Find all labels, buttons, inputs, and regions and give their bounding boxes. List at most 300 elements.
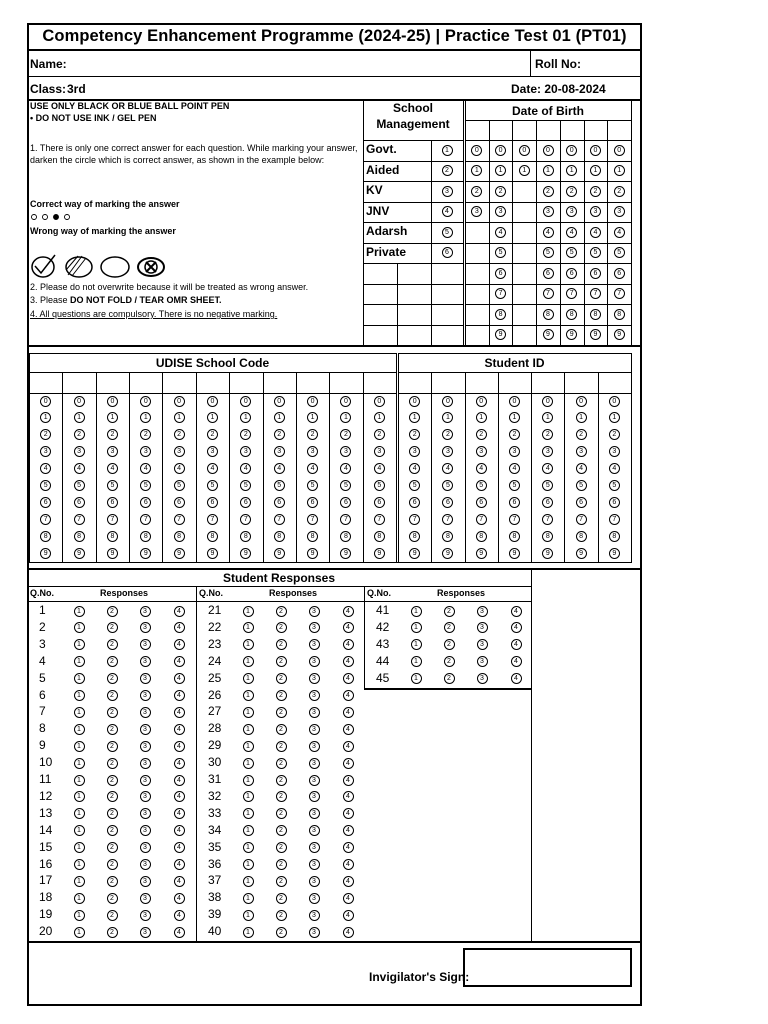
response-option-bubble[interactable]: 2 [276,724,287,735]
udise-digit-bubble[interactable]: 8 [340,531,351,542]
udise-digit-bubble[interactable]: 3 [240,446,251,457]
udise-digit-bubble[interactable]: 7 [274,514,285,525]
student-id-digit-bubble[interactable]: 7 [509,514,520,525]
udise-digit-bubble[interactable]: 9 [207,548,218,559]
student-id-digit-bubble[interactable]: 8 [476,531,487,542]
udise-digit-bubble[interactable]: 2 [307,429,318,440]
response-option-bubble[interactable]: 2 [107,791,118,802]
student-id-digit-bubble[interactable]: 5 [476,480,487,491]
student-id-digit-bubble[interactable]: 5 [542,480,553,491]
response-option-bubble[interactable]: 1 [243,707,254,718]
response-option-bubble[interactable]: 2 [276,673,287,684]
response-option-bubble[interactable]: 1 [411,622,422,633]
dob-digit-bubble[interactable]: 2 [614,186,625,197]
student-id-digit-bubble[interactable]: 7 [609,514,620,525]
udise-digit-bubble[interactable]: 7 [107,514,118,525]
dob-digit-bubble[interactable]: 1 [614,165,625,176]
response-option-bubble[interactable]: 3 [309,808,320,819]
dob-digit-bubble[interactable]: 4 [495,227,506,238]
response-option-bubble[interactable]: 3 [309,910,320,921]
dob-digit-bubble[interactable]: 8 [614,309,625,320]
dob-digit-bubble[interactable]: 7 [543,288,554,299]
udise-digit-bubble[interactable]: 8 [140,531,151,542]
response-option-bubble[interactable]: 2 [276,927,287,938]
response-option-bubble[interactable]: 3 [140,690,151,701]
response-option-bubble[interactable]: 1 [74,842,85,853]
management-option-bubble[interactable]: 1 [442,145,453,156]
student-id-digit-bubble[interactable]: 5 [609,480,620,491]
invigilator-sign-box[interactable] [463,948,632,987]
udise-digit-bubble[interactable]: 7 [40,514,51,525]
student-id-digit-bubble[interactable]: 4 [542,463,553,474]
response-option-bubble[interactable]: 3 [140,876,151,887]
student-id-digit-bubble[interactable]: 0 [409,396,420,407]
response-option-bubble[interactable]: 3 [140,775,151,786]
udise-digit-bubble[interactable]: 8 [207,531,218,542]
response-option-bubble[interactable]: 4 [511,639,522,650]
response-option-bubble[interactable]: 3 [309,724,320,735]
response-option-bubble[interactable]: 1 [243,758,254,769]
response-option-bubble[interactable]: 3 [140,639,151,650]
udise-digit-bubble[interactable]: 2 [340,429,351,440]
student-id-digit-bubble[interactable]: 3 [609,446,620,457]
dob-digit-bubble[interactable]: 0 [566,145,577,156]
udise-digit-bubble[interactable]: 4 [207,463,218,474]
student-id-digit-bubble[interactable]: 8 [542,531,553,542]
response-option-bubble[interactable]: 2 [276,639,287,650]
response-option-bubble[interactable]: 4 [174,775,185,786]
response-option-bubble[interactable]: 2 [276,606,287,617]
student-id-digit-bubble[interactable]: 3 [509,446,520,457]
dob-digit-bubble[interactable]: 6 [495,268,506,279]
response-option-bubble[interactable]: 4 [174,673,185,684]
dob-digit-bubble[interactable]: 9 [614,329,625,340]
student-id-digit-bubble[interactable]: 6 [509,497,520,508]
response-option-bubble[interactable]: 1 [243,690,254,701]
udise-digit-bubble[interactable]: 2 [240,429,251,440]
student-id-digit-bubble[interactable]: 2 [542,429,553,440]
udise-digit-bubble[interactable]: 9 [274,548,285,559]
udise-digit-bubble[interactable]: 8 [374,531,385,542]
udise-digit-bubble[interactable]: 5 [140,480,151,491]
response-option-bubble[interactable]: 4 [343,673,354,684]
response-option-bubble[interactable]: 2 [107,842,118,853]
response-option-bubble[interactable]: 1 [74,622,85,633]
dob-digit-bubble[interactable]: 3 [614,206,625,217]
udise-digit-bubble[interactable]: 4 [174,463,185,474]
response-option-bubble[interactable]: 1 [243,639,254,650]
udise-digit-bubble[interactable]: 7 [207,514,218,525]
student-id-digit-bubble[interactable]: 8 [409,531,420,542]
udise-digit-bubble[interactable]: 7 [374,514,385,525]
dob-digit-bubble[interactable]: 2 [566,186,577,197]
response-option-bubble[interactable]: 2 [107,622,118,633]
dob-digit-bubble[interactable]: 8 [495,309,506,320]
udise-digit-bubble[interactable]: 9 [174,548,185,559]
student-id-digit-bubble[interactable]: 1 [442,412,453,423]
udise-digit-bubble[interactable]: 5 [240,480,251,491]
response-option-bubble[interactable]: 2 [107,606,118,617]
student-id-digit-bubble[interactable]: 2 [576,429,587,440]
udise-digit-bubble[interactable]: 1 [140,412,151,423]
response-option-bubble[interactable]: 4 [343,741,354,752]
udise-digit-bubble[interactable]: 7 [340,514,351,525]
response-option-bubble[interactable]: 4 [174,656,185,667]
udise-digit-bubble[interactable]: 0 [374,396,385,407]
response-option-bubble[interactable]: 4 [174,622,185,633]
student-id-digit-bubble[interactable]: 4 [442,463,453,474]
udise-digit-bubble[interactable]: 2 [207,429,218,440]
udise-digit-bubble[interactable]: 9 [340,548,351,559]
udise-digit-bubble[interactable]: 6 [340,497,351,508]
response-option-bubble[interactable]: 2 [276,808,287,819]
udise-digit-bubble[interactable]: 2 [374,429,385,440]
dob-digit-bubble[interactable]: 5 [590,247,601,258]
udise-digit-bubble[interactable]: 2 [140,429,151,440]
response-option-bubble[interactable]: 4 [343,859,354,870]
response-option-bubble[interactable]: 2 [276,758,287,769]
response-option-bubble[interactable]: 1 [243,927,254,938]
student-id-digit-bubble[interactable]: 4 [609,463,620,474]
response-option-bubble[interactable]: 2 [107,639,118,650]
response-option-bubble[interactable]: 1 [74,606,85,617]
response-option-bubble[interactable]: 2 [276,859,287,870]
student-id-digit-bubble[interactable]: 5 [442,480,453,491]
response-option-bubble[interactable]: 2 [107,927,118,938]
response-option-bubble[interactable]: 1 [243,606,254,617]
udise-digit-bubble[interactable]: 5 [207,480,218,491]
udise-digit-bubble[interactable]: 8 [40,531,51,542]
udise-digit-bubble[interactable]: 0 [140,396,151,407]
student-id-digit-bubble[interactable]: 9 [542,548,553,559]
student-id-digit-bubble[interactable]: 0 [442,396,453,407]
response-option-bubble[interactable]: 2 [276,690,287,701]
udise-digit-bubble[interactable]: 8 [107,531,118,542]
student-id-digit-bubble[interactable]: 6 [442,497,453,508]
udise-digit-bubble[interactable]: 3 [207,446,218,457]
response-option-bubble[interactable]: 4 [343,775,354,786]
udise-digit-bubble[interactable]: 5 [174,480,185,491]
response-option-bubble[interactable]: 1 [74,791,85,802]
dob-digit-bubble[interactable]: 2 [495,186,506,197]
response-option-bubble[interactable]: 4 [174,690,185,701]
response-option-bubble[interactable]: 2 [107,690,118,701]
response-option-bubble[interactable]: 2 [276,741,287,752]
dob-digit-bubble[interactable]: 6 [614,268,625,279]
student-id-digit-bubble[interactable]: 9 [476,548,487,559]
dob-digit-bubble[interactable]: 0 [614,145,625,156]
student-id-digit-bubble[interactable]: 7 [442,514,453,525]
response-option-bubble[interactable]: 1 [411,656,422,667]
student-id-digit-bubble[interactable]: 8 [576,531,587,542]
response-option-bubble[interactable]: 1 [411,639,422,650]
dob-digit-bubble[interactable]: 7 [590,288,601,299]
response-option-bubble[interactable]: 3 [140,622,151,633]
response-option-bubble[interactable]: 2 [107,808,118,819]
udise-digit-bubble[interactable]: 3 [140,446,151,457]
dob-digit-bubble[interactable]: 7 [495,288,506,299]
udise-digit-bubble[interactable]: 4 [374,463,385,474]
response-option-bubble[interactable]: 3 [309,639,320,650]
dob-digit-bubble[interactable]: 1 [543,165,554,176]
response-option-bubble[interactable]: 4 [511,606,522,617]
response-option-bubble[interactable]: 2 [107,724,118,735]
dob-digit-bubble[interactable]: 9 [543,329,554,340]
response-option-bubble[interactable]: 4 [511,673,522,684]
response-option-bubble[interactable]: 2 [107,893,118,904]
response-option-bubble[interactable]: 3 [309,758,320,769]
udise-digit-bubble[interactable]: 0 [274,396,285,407]
student-id-digit-bubble[interactable]: 6 [576,497,587,508]
dob-digit-bubble[interactable]: 7 [566,288,577,299]
response-option-bubble[interactable]: 4 [174,724,185,735]
udise-digit-bubble[interactable]: 1 [240,412,251,423]
response-option-bubble[interactable]: 1 [243,724,254,735]
response-option-bubble[interactable]: 1 [243,622,254,633]
response-option-bubble[interactable]: 1 [74,741,85,752]
dob-digit-bubble[interactable]: 0 [590,145,601,156]
udise-digit-bubble[interactable]: 4 [307,463,318,474]
management-option-bubble[interactable]: 3 [442,186,453,197]
dob-digit-bubble[interactable]: 2 [543,186,554,197]
response-option-bubble[interactable]: 3 [309,741,320,752]
udise-digit-bubble[interactable]: 4 [40,463,51,474]
dob-digit-bubble[interactable]: 4 [614,227,625,238]
udise-digit-bubble[interactable]: 2 [74,429,85,440]
response-option-bubble[interactable]: 4 [174,758,185,769]
response-option-bubble[interactable]: 4 [174,893,185,904]
udise-digit-bubble[interactable]: 6 [374,497,385,508]
student-id-digit-bubble[interactable]: 3 [409,446,420,457]
dob-digit-bubble[interactable]: 0 [519,145,530,156]
dob-digit-bubble[interactable]: 4 [566,227,577,238]
udise-digit-bubble[interactable]: 5 [340,480,351,491]
udise-digit-bubble[interactable]: 3 [174,446,185,457]
dob-digit-bubble[interactable]: 1 [590,165,601,176]
response-option-bubble[interactable]: 1 [411,673,422,684]
student-id-digit-bubble[interactable]: 4 [576,463,587,474]
response-option-bubble[interactable]: 2 [276,656,287,667]
udise-digit-bubble[interactable]: 5 [107,480,118,491]
response-option-bubble[interactable]: 4 [343,808,354,819]
response-option-bubble[interactable]: 3 [140,808,151,819]
student-id-digit-bubble[interactable]: 5 [576,480,587,491]
response-option-bubble[interactable]: 1 [74,876,85,887]
dob-digit-bubble[interactable]: 5 [614,247,625,258]
udise-digit-bubble[interactable]: 4 [340,463,351,474]
response-option-bubble[interactable]: 4 [511,622,522,633]
response-option-bubble[interactable]: 1 [74,690,85,701]
response-option-bubble[interactable]: 4 [343,825,354,836]
response-option-bubble[interactable]: 1 [74,775,85,786]
udise-digit-bubble[interactable]: 7 [240,514,251,525]
student-id-digit-bubble[interactable]: 0 [609,396,620,407]
student-id-digit-bubble[interactable]: 6 [542,497,553,508]
udise-digit-bubble[interactable]: 9 [40,548,51,559]
response-option-bubble[interactable]: 1 [243,859,254,870]
udise-digit-bubble[interactable]: 0 [40,396,51,407]
udise-digit-bubble[interactable]: 0 [107,396,118,407]
udise-digit-bubble[interactable]: 5 [40,480,51,491]
udise-digit-bubble[interactable]: 6 [240,497,251,508]
response-option-bubble[interactable]: 2 [107,758,118,769]
response-option-bubble[interactable]: 4 [343,639,354,650]
student-id-digit-bubble[interactable]: 2 [409,429,420,440]
response-option-bubble[interactable]: 1 [74,673,85,684]
response-option-bubble[interactable]: 4 [174,707,185,718]
udise-digit-bubble[interactable]: 4 [140,463,151,474]
student-id-digit-bubble[interactable]: 1 [409,412,420,423]
student-id-digit-bubble[interactable]: 6 [409,497,420,508]
response-option-bubble[interactable]: 4 [343,842,354,853]
udise-digit-bubble[interactable]: 8 [274,531,285,542]
student-id-digit-bubble[interactable]: 0 [509,396,520,407]
student-id-digit-bubble[interactable]: 9 [509,548,520,559]
response-option-bubble[interactable]: 3 [477,656,488,667]
response-option-bubble[interactable]: 2 [107,741,118,752]
udise-digit-bubble[interactable]: 0 [340,396,351,407]
response-option-bubble[interactable]: 2 [276,825,287,836]
udise-digit-bubble[interactable]: 1 [74,412,85,423]
response-option-bubble[interactable]: 4 [174,825,185,836]
student-id-digit-bubble[interactable]: 7 [476,514,487,525]
udise-digit-bubble[interactable]: 7 [307,514,318,525]
response-option-bubble[interactable]: 3 [140,893,151,904]
management-option-bubble[interactable]: 5 [442,227,453,238]
response-option-bubble[interactable]: 4 [343,707,354,718]
udise-digit-bubble[interactable]: 2 [40,429,51,440]
response-option-bubble[interactable]: 4 [343,622,354,633]
student-id-digit-bubble[interactable]: 7 [409,514,420,525]
response-option-bubble[interactable]: 4 [174,842,185,853]
response-option-bubble[interactable]: 2 [444,606,455,617]
response-option-bubble[interactable]: 1 [74,724,85,735]
student-id-digit-bubble[interactable]: 1 [476,412,487,423]
response-option-bubble[interactable]: 2 [107,707,118,718]
response-option-bubble[interactable]: 3 [309,622,320,633]
response-option-bubble[interactable]: 3 [309,656,320,667]
dob-digit-bubble[interactable]: 1 [495,165,506,176]
student-id-digit-bubble[interactable]: 2 [609,429,620,440]
dob-digit-bubble[interactable]: 0 [495,145,506,156]
dob-digit-bubble[interactable]: 1 [566,165,577,176]
dob-digit-bubble[interactable]: 6 [590,268,601,279]
response-option-bubble[interactable]: 3 [140,606,151,617]
student-id-digit-bubble[interactable]: 9 [409,548,420,559]
student-id-digit-bubble[interactable]: 1 [542,412,553,423]
udise-digit-bubble[interactable]: 6 [74,497,85,508]
udise-digit-bubble[interactable]: 7 [140,514,151,525]
response-option-bubble[interactable]: 2 [276,775,287,786]
response-option-bubble[interactable]: 3 [477,639,488,650]
student-id-digit-bubble[interactable]: 1 [576,412,587,423]
udise-digit-bubble[interactable]: 3 [40,446,51,457]
response-option-bubble[interactable]: 1 [243,741,254,752]
response-option-bubble[interactable]: 2 [276,707,287,718]
dob-digit-bubble[interactable]: 8 [566,309,577,320]
udise-digit-bubble[interactable]: 3 [107,446,118,457]
response-option-bubble[interactable]: 1 [243,808,254,819]
udise-digit-bubble[interactable]: 8 [174,531,185,542]
student-id-digit-bubble[interactable]: 0 [576,396,587,407]
udise-digit-bubble[interactable]: 1 [274,412,285,423]
response-option-bubble[interactable]: 4 [343,690,354,701]
response-option-bubble[interactable]: 3 [309,825,320,836]
dob-digit-bubble[interactable]: 5 [566,247,577,258]
student-id-digit-bubble[interactable]: 1 [509,412,520,423]
dob-digit-bubble[interactable]: 7 [614,288,625,299]
udise-digit-bubble[interactable]: 0 [307,396,318,407]
response-option-bubble[interactable]: 1 [243,842,254,853]
response-option-bubble[interactable]: 3 [140,825,151,836]
student-id-digit-bubble[interactable]: 8 [509,531,520,542]
udise-digit-bubble[interactable]: 6 [40,497,51,508]
dob-digit-bubble[interactable]: 3 [590,206,601,217]
response-option-bubble[interactable]: 3 [309,673,320,684]
management-option-bubble[interactable]: 2 [442,165,453,176]
udise-digit-bubble[interactable]: 4 [240,463,251,474]
response-option-bubble[interactable]: 4 [174,927,185,938]
response-option-bubble[interactable]: 3 [477,622,488,633]
response-option-bubble[interactable]: 2 [444,639,455,650]
response-option-bubble[interactable]: 4 [343,724,354,735]
response-option-bubble[interactable]: 3 [309,775,320,786]
udise-digit-bubble[interactable]: 6 [307,497,318,508]
dob-digit-bubble[interactable]: 8 [590,309,601,320]
response-option-bubble[interactable]: 3 [140,859,151,870]
response-option-bubble[interactable]: 4 [174,876,185,887]
dob-digit-bubble[interactable]: 2 [590,186,601,197]
dob-digit-bubble[interactable]: 3 [495,206,506,217]
student-id-digit-bubble[interactable]: 0 [476,396,487,407]
response-option-bubble[interactable]: 2 [444,673,455,684]
udise-digit-bubble[interactable]: 3 [274,446,285,457]
udise-digit-bubble[interactable]: 1 [174,412,185,423]
response-option-bubble[interactable]: 4 [343,910,354,921]
response-option-bubble[interactable]: 3 [477,606,488,617]
student-id-digit-bubble[interactable]: 2 [509,429,520,440]
student-id-digit-bubble[interactable]: 2 [476,429,487,440]
udise-digit-bubble[interactable]: 1 [374,412,385,423]
udise-digit-bubble[interactable]: 9 [240,548,251,559]
student-id-digit-bubble[interactable]: 7 [576,514,587,525]
response-option-bubble[interactable]: 1 [74,639,85,650]
udise-digit-bubble[interactable]: 1 [40,412,51,423]
management-option-bubble[interactable]: 6 [442,247,453,258]
udise-digit-bubble[interactable]: 3 [74,446,85,457]
dob-digit-bubble[interactable]: 1 [519,165,530,176]
student-id-digit-bubble[interactable]: 9 [442,548,453,559]
response-option-bubble[interactable]: 4 [343,791,354,802]
student-id-digit-bubble[interactable]: 9 [609,548,620,559]
udise-digit-bubble[interactable]: 4 [74,463,85,474]
response-option-bubble[interactable]: 3 [477,673,488,684]
student-id-digit-bubble[interactable]: 3 [576,446,587,457]
management-option-bubble[interactable]: 4 [442,206,453,217]
student-id-digit-bubble[interactable]: 6 [476,497,487,508]
response-option-bubble[interactable]: 2 [107,825,118,836]
udise-digit-bubble[interactable]: 8 [240,531,251,542]
response-option-bubble[interactable]: 3 [309,690,320,701]
student-id-digit-bubble[interactable]: 6 [609,497,620,508]
udise-digit-bubble[interactable]: 5 [274,480,285,491]
response-option-bubble[interactable]: 3 [309,707,320,718]
udise-digit-bubble[interactable]: 3 [340,446,351,457]
response-option-bubble[interactable]: 3 [309,842,320,853]
response-option-bubble[interactable]: 1 [243,656,254,667]
response-option-bubble[interactable]: 2 [107,876,118,887]
student-id-digit-bubble[interactable]: 7 [542,514,553,525]
